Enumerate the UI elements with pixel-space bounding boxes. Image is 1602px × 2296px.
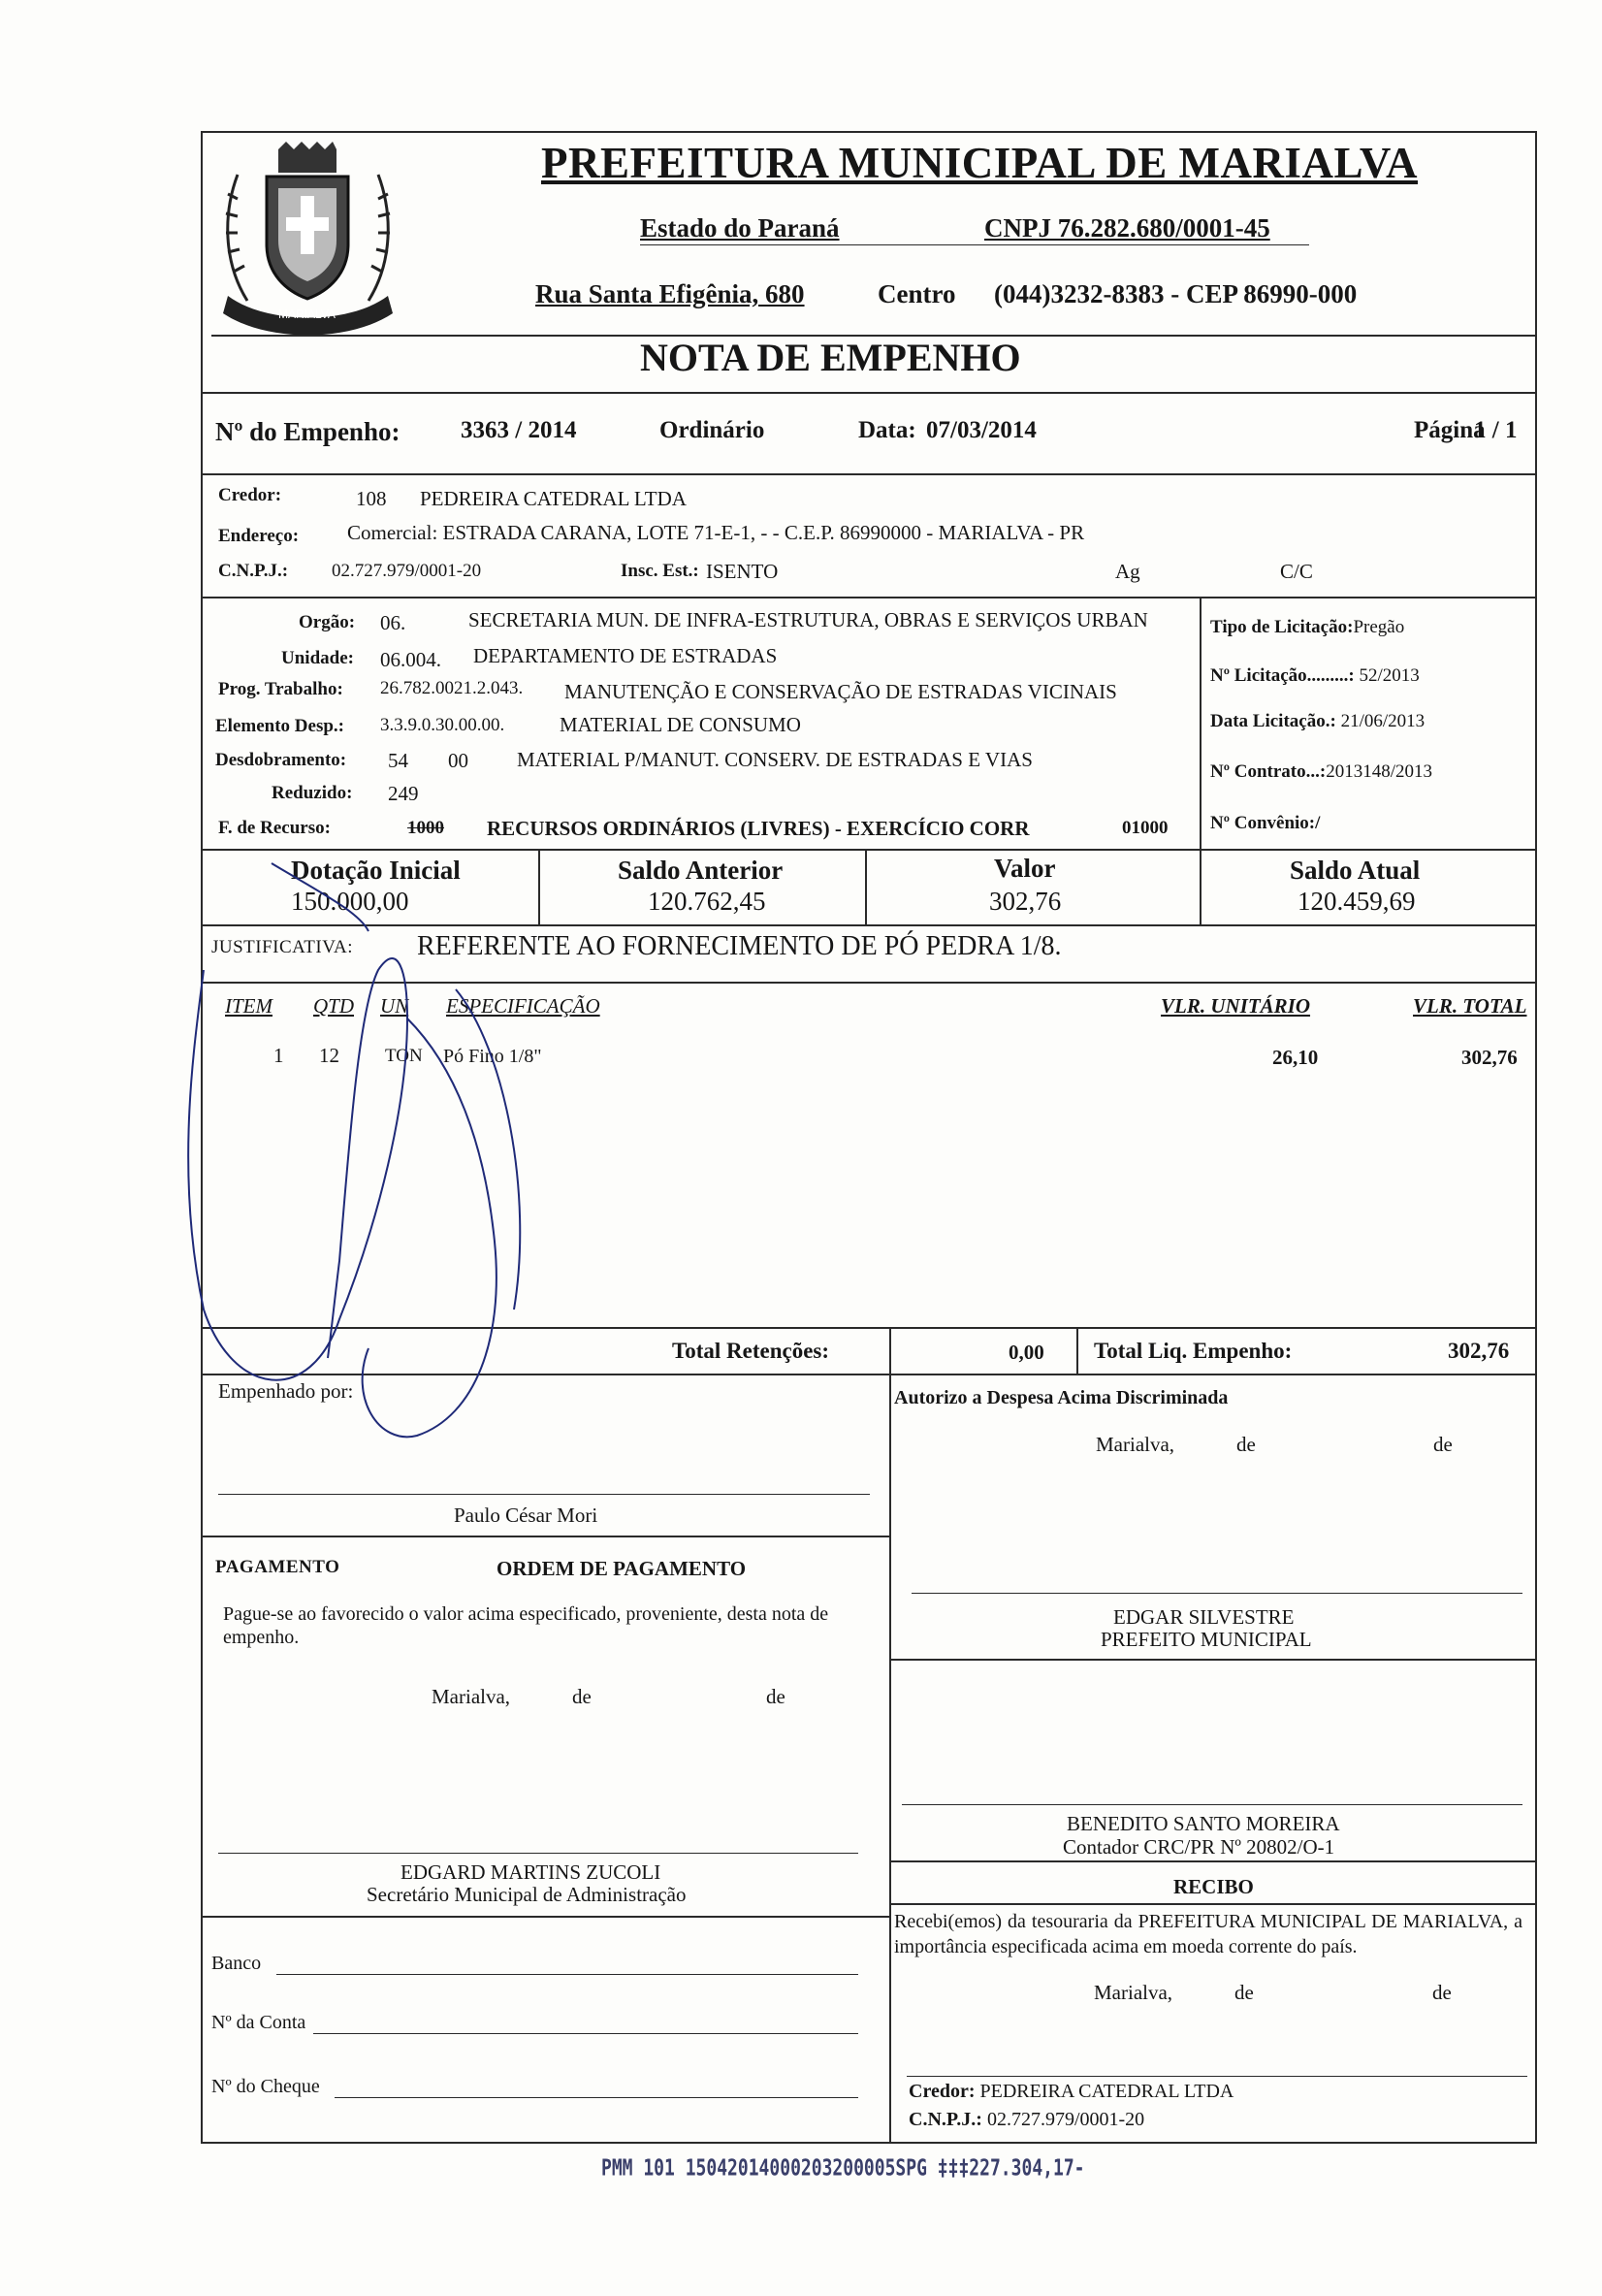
ag-label: Ag	[1115, 560, 1140, 583]
divider	[201, 392, 1537, 394]
divider	[201, 924, 1537, 926]
credor-cnpj: 02.727.979/0001-20	[332, 561, 482, 581]
empenho-number-label: Nº do Empenho:	[215, 417, 400, 446]
recurso-name: RECURSOS ORDINÁRIOS (LIVRES) - EXERCÍCIO CORR	[487, 817, 1030, 840]
credor-name: PEDREIRA CATEDRAL LTDA	[420, 487, 687, 510]
recurso-label: F. de Recurso:	[218, 818, 331, 838]
conta-label: Nº da Conta	[211, 2012, 306, 2033]
coat-of-arms-logo	[208, 136, 407, 340]
divider	[889, 1327, 891, 1374]
divider	[201, 1374, 1537, 1375]
saldo-atual-label: Saldo Atual	[1290, 856, 1421, 885]
divider	[201, 1536, 889, 1537]
cc-label: C/C	[1280, 560, 1313, 583]
orgao-code: 06.	[380, 611, 406, 634]
divider	[201, 597, 1537, 598]
autorizo-de-1: de	[1236, 1433, 1256, 1456]
unidade-name: DEPARTAMENTO DE ESTRADAS	[473, 644, 778, 667]
licitacao-contrato	[1210, 761, 1432, 783]
signature-line	[218, 1494, 870, 1495]
reduzido-label: Reduzido:	[272, 783, 353, 803]
empenho-number: 3363 / 2014	[461, 417, 577, 443]
licitacao-numero	[1210, 665, 1420, 687]
prog-label: Prog. Trabalho:	[218, 679, 343, 699]
desdobramento-label: Desdobramento:	[215, 750, 347, 770]
licitacao-data-label: Data Licitação.:	[1210, 711, 1336, 731]
divider	[889, 1374, 891, 2144]
header-phone-cep: (044)3232-8383 - CEP 86990-000	[994, 279, 1358, 308]
header-address: Rua Santa Efigênia, 680	[535, 279, 805, 308]
valor-label: Valor	[994, 854, 1056, 883]
dotacao-inicial-label: Dotação Inicial	[291, 856, 461, 885]
recibo-de-1: de	[1234, 1981, 1254, 2004]
prog-name: MANUTENÇÃO E CONSERVAÇÃO DE ESTRADAS VICINAIS	[564, 680, 1117, 703]
recibo-city: Marialva,	[1094, 1981, 1173, 2004]
licitacao-tipo-value: Pregão	[1353, 617, 1405, 637]
desdobramento-sub: 00	[448, 749, 468, 772]
items-header-unit: VLR. UNITÁRIO	[1161, 994, 1311, 1018]
elemento-name: MATERIAL DE CONSUMO	[560, 713, 801, 736]
banco-field[interactable]	[276, 1974, 858, 1975]
signature-line	[912, 1593, 1522, 1594]
items-header-total: VLR. TOTAL	[1413, 994, 1527, 1018]
autorizo-city: Marialva,	[1096, 1433, 1175, 1456]
licitacao-data-value: 21/06/2013	[1340, 711, 1426, 731]
autorizo-text: Autorizo a Despesa Acima Discriminada	[894, 1387, 1229, 1408]
saldo-anterior-label: Saldo Anterior	[618, 856, 784, 885]
recibo-credor-label: Credor:	[909, 2081, 976, 2102]
recibo-credor-name: PEDREIRA CATEDRAL LTDA	[979, 2081, 1234, 2102]
items-header-item: ITEM	[225, 994, 272, 1018]
reduzido-value: 249	[388, 782, 419, 805]
recibo-cnpj-label: C.N.P.J.:	[909, 2109, 982, 2130]
header-line	[640, 244, 1309, 245]
empenho-type: Ordinário	[659, 417, 765, 443]
recibo-title: RECIBO	[1173, 1875, 1254, 1898]
recibo-text: Recebi(emos) da tesouraria da PREFEITURA MUNICIPAL DE MARIALVA, a importância especificada acima em moeda corrente do país.	[894, 1911, 1522, 1957]
ordem-pagamento: ORDEM DE PAGAMENTO	[497, 1557, 747, 1580]
recibo-de-2: de	[1432, 1981, 1452, 2004]
conta-field[interactable]	[313, 2033, 858, 2034]
divider	[201, 473, 1537, 475]
pagamento-text: Pague-se ao favorecido o valor acima especificado, proveniente, desta nota de empenho.	[223, 1603, 829, 1648]
empenho-date: 07/03/2014	[926, 417, 1037, 443]
empenhado-label: Empenhado por:	[218, 1379, 354, 1403]
page-title: PREFEITURA MUNICIPAL DE MARIALVA	[541, 139, 1419, 187]
licitacao-data	[1210, 711, 1425, 732]
justificativa-text: REFERENTE AO FORNECIMENTO DE PÓ PEDRA 1/8.	[417, 931, 1062, 961]
recibo-cnpj	[909, 2109, 1144, 2131]
licitacao-convenio: Nº Convênio:/	[1210, 813, 1321, 833]
saldo-atual-value: 120.459,69	[1298, 887, 1416, 916]
svg-text:MARIALVA: MARIALVA	[278, 307, 336, 321]
licitacao-contrato-value: 2013148/2013	[1326, 761, 1432, 782]
secretario-title: Secretário Municipal de Administração	[367, 1883, 687, 1906]
cheque-label: Nº do Cheque	[211, 2076, 320, 2097]
items-header-un: UN	[380, 994, 409, 1018]
header-state: Estado do Paraná	[640, 213, 840, 243]
desdobramento-name: MATERIAL P/MANUT. CONSERV. DE ESTRADAS E VIAS	[517, 748, 1033, 771]
licitacao-tipo	[1210, 617, 1404, 638]
secretario-name: EDGARD MARTINS ZUCOLI	[400, 1860, 661, 1884]
credor-label: Credor:	[218, 485, 282, 505]
retencoes-value: 0,00	[1009, 1341, 1044, 1364]
signature-line	[902, 1804, 1522, 1805]
contador-title: Contador CRC/PR Nº 20802/O-1	[1063, 1835, 1335, 1859]
item-spec: Pó Fino 1/8"	[443, 1046, 542, 1067]
footer-stamp: PMM 101 15042014000203200005SPG ‡‡‡227.304,17-	[601, 2154, 1085, 2183]
items-header-qtd: QTD	[313, 994, 355, 1018]
unidade-label: Unidade:	[281, 648, 354, 668]
contador-name: BENEDITO SANTO MOREIRA	[1067, 1812, 1340, 1835]
insc-value: ISENTO	[706, 560, 779, 583]
item-un: TON	[385, 1046, 423, 1066]
pagamento-de-2: de	[766, 1685, 785, 1708]
divider	[1076, 1327, 1078, 1374]
elemento-code: 3.3.9.0.30.00.00.	[380, 715, 505, 735]
recurso-code: 1000	[407, 818, 444, 838]
prefeito-name: EDGAR SILVESTRE	[1113, 1605, 1295, 1629]
credor-address: Comercial: ESTRADA CARANA, LOTE 71-E-1, - - C.E.P. 86990000 - MARIALVA - PR	[347, 521, 1085, 544]
header-neighborhood: Centro	[878, 279, 956, 308]
liq-label: Total Liq. Empenho:	[1094, 1339, 1293, 1363]
unidade-code: 06.004.	[380, 648, 441, 671]
item-number: 1	[273, 1044, 284, 1067]
liq-value: 302,76	[1448, 1339, 1510, 1363]
divider	[1200, 849, 1202, 924]
empenho-date-label: Data:	[858, 417, 916, 443]
cheque-field[interactable]	[335, 2097, 858, 2098]
orgao-name: SECRETARIA MUN. DE INFRA-ESTRUTURA, OBRAS E SERVIÇOS URBAN	[468, 608, 1148, 631]
header-cnpj: CNPJ 76.282.680/0001-45	[984, 213, 1270, 243]
divider	[201, 1916, 889, 1918]
divider	[201, 982, 1537, 984]
retencoes-label: Total Retenções:	[672, 1339, 830, 1363]
insc-label: Insc. Est.:	[621, 561, 699, 581]
credor-code: 108	[356, 487, 387, 510]
item-unit-value: 26,10	[1272, 1046, 1319, 1069]
credor-address-label: Endereço:	[218, 526, 300, 546]
divider	[889, 1903, 1537, 1905]
divider	[201, 849, 1537, 851]
autorizo-de-2: de	[1433, 1433, 1453, 1456]
items-header-spec: ESPECIFICAÇÃO	[446, 994, 600, 1018]
divider	[1200, 597, 1202, 851]
recibo-cnpj-value: 02.727.979/0001-20	[986, 2109, 1145, 2130]
licitacao-contrato-label: Nº Contrato...:	[1210, 761, 1327, 782]
divider	[889, 1659, 1537, 1661]
valor-value: 302,76	[989, 887, 1062, 916]
item-qtd: 12	[319, 1044, 339, 1067]
document-title: NOTA DE EMPENHO	[640, 336, 1021, 379]
divider	[865, 849, 867, 924]
justificativa-label: JUSTIFICATIVA:	[211, 937, 354, 957]
divider	[201, 1327, 1537, 1329]
pagamento-city: Marialva,	[432, 1685, 511, 1708]
signature-line	[907, 2076, 1527, 2077]
divider	[538, 849, 540, 924]
credor-cnpj-label: C.N.P.J.:	[218, 561, 289, 581]
banco-label: Banco	[211, 1953, 262, 1974]
table-row	[201, 1044, 1537, 1073]
recibo-credor	[909, 2081, 1234, 2103]
divider	[889, 1860, 1537, 1862]
licitacao-numero-label: Nº Licitação.........:	[1210, 665, 1355, 686]
empenhado-name: Paulo César Mori	[454, 1504, 598, 1527]
licitacao-tipo-label: Tipo de Licitação:	[1210, 617, 1354, 637]
saldo-anterior-value: 120.762,45	[648, 887, 766, 916]
page-number: 1 / 1	[1474, 417, 1518, 443]
signature-line	[218, 1853, 858, 1854]
prefeito-title: PREFEITO MUNICIPAL	[1101, 1628, 1312, 1651]
licitacao-numero-value: 52/2013	[1359, 665, 1420, 686]
pagamento-de-1: de	[572, 1685, 592, 1708]
elemento-label: Elemento Desp.:	[215, 716, 344, 736]
pagamento-label: PAGAMENTO	[215, 1557, 340, 1577]
page-label: Página	[1414, 417, 1486, 443]
orgao-label: Orgão:	[299, 612, 356, 632]
recurso-number: 01000	[1122, 818, 1169, 838]
prog-code: 26.782.0021.2.043.	[380, 678, 524, 698]
dotacao-inicial-value: 150.000,00	[291, 887, 409, 916]
desdobramento-code: 54	[388, 749, 408, 772]
item-total-value: 302,76	[1461, 1046, 1518, 1069]
